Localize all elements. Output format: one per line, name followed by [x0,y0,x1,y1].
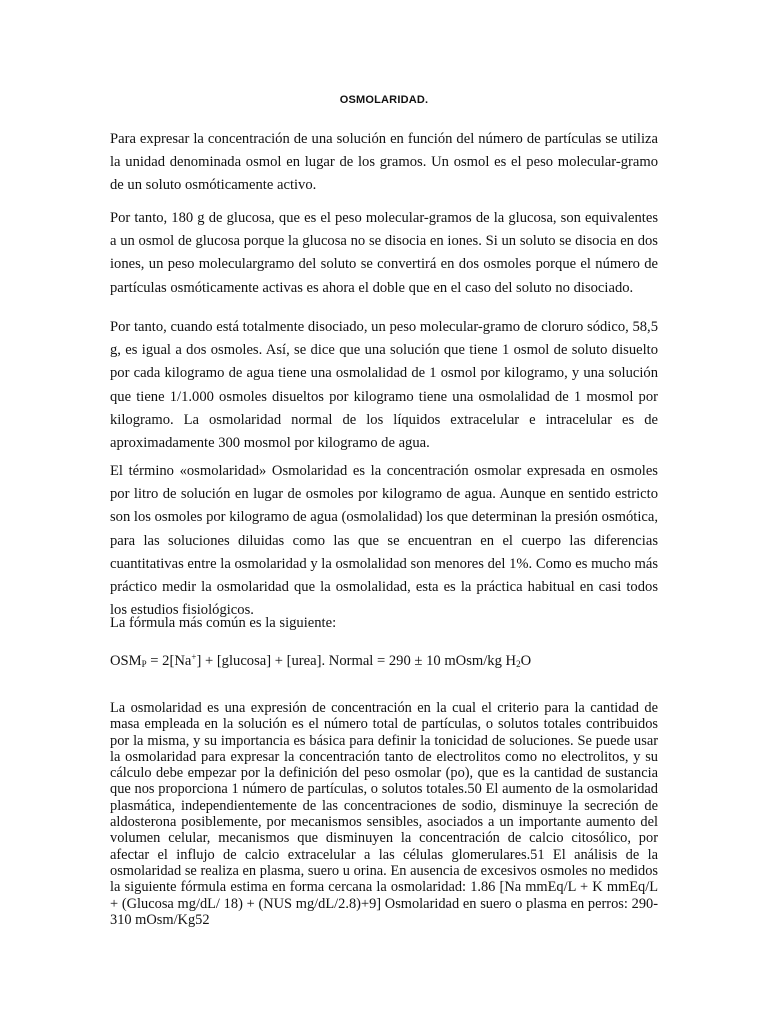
formula-part-3: O [520,653,532,669]
formula-part-2: ] + [glucosa] + [urea]. Normal = 290 ± 10 mOsm/kg H [196,653,517,669]
osmolarity-formula [110,647,531,674]
formula-h2o-subscript: 2 [516,659,521,669]
paragraph-sodium-chloride-example: Por tanto, cuando está totalmente disociado, un peso molecular-gramo de cloruro sódico, 58,5 g, es igual a dos osmoles. Así, se dice que una solución que tiene 1 osmol de soluto disuelto por cada kilogramo de agua tiene una osmolalidad de 1 osmol por kilogramo, y una solución que tiene 1/1.000 osmoles disueltos por kilogramo tiene una osmolalidad de 1 mosmol por kilogramo. La osmolaridad normal de los líquidos extracelular e intracelular es de aproximadamente 300 mosmol por kilogramo de agua. [110,319,658,452]
paragraph-osmol-definition: Para expresar la concentración de una solución en función del número de partículas se utiliza la unidad denominada osmol en lugar de los gramos. Un osmol es el peso molecular-gramo de un soluto osmóticamente activo. [110,131,658,194]
paragraph-osmolarity-details: La osmolaridad es una expresión de concentración en la cual el criterio para la cantidad de masa empleada en la solución es el número total de partículas, o solutos totales contribuidos por la misma, y su importancia es básica para definir la tonicidad de soluciones. Se puede usar la osmolaridad para expresar la concentración tanto de electrolitos como no electrolitos, y su cálculo debe empezar por la definición del peso osmolar (po), que es la cantidad de sustancia que nos proporciona 1 número de partículas, o solutos totales.50 El aumento de la osmolaridad plasmática, independientemente de las concentraciones de sodio, disminuye la secreción de aldosterona posiblemente, por mecanismos sensibles, asociados a un importante aumento del volumen celular, mecanismos que disminuyen la concentración de calcio citosólico, por afectar el influjo de calcio extracelular a las células glomerulares.51 El análisis de la osmolaridad se realiza en plasma, suero u orina. En ausencia de excesivos osmoles no medidos la siguiente fórmula estima en forma cercana la osmolaridad: 1.86 [Na mmEq/L + K mmEq/L + (Glucosa mg/dL/ 18) + (NUS mg/dL/2.8)+9] Osmolaridad en suero o plasma en perros: 290-310 mOsm/Kg52 [110,700,658,928]
formula-na-superscript: + [191,652,197,662]
document-title: OSMOLARIDAD. [339,94,429,106]
formula-osm: OSM [110,653,142,669]
paragraph-osmolarity-term: El término «osmolaridad» Osmolaridad es la concentración osmolar expresada en osmoles por litro de solución en lugar de osmoles por kilogramo de agua. Aunque en sentido estricto son los osmoles por kilogramo de agua (osmolalidad) los que determinan la presión osmótica, para las soluciones diluidas como las que se encuentran en el cuerpo las diferencias cuantitativas entre la osmolaridad y la osmolalidad son menores del 1%. Como es mucho más práctico medir la osmolaridad que la osmolalidad, esta es la práctica habitual en casi todos los estudios fisiológicos. [110,463,658,619]
paragraph-formula-intro: La fórmula más común es la siguiente: [110,615,337,631]
formula-osm-subscript: P [141,659,147,669]
paragraph-glucose-example: Por tanto, 180 g de glucosa, que es el peso molecular-gramos de la glucosa, son equivalentes a un osmol de glucosa porque la glucosa no se disocia en iones. Si un soluto se disocia en dos iones, un peso moleculargramo del soluto se convertirá en dos osmoles porque el número de partículas osmóticamente activas es ahora el doble que en el caso del soluto no disociado. [110,210,658,296]
formula-part-1: = 2[Na [146,653,192,669]
